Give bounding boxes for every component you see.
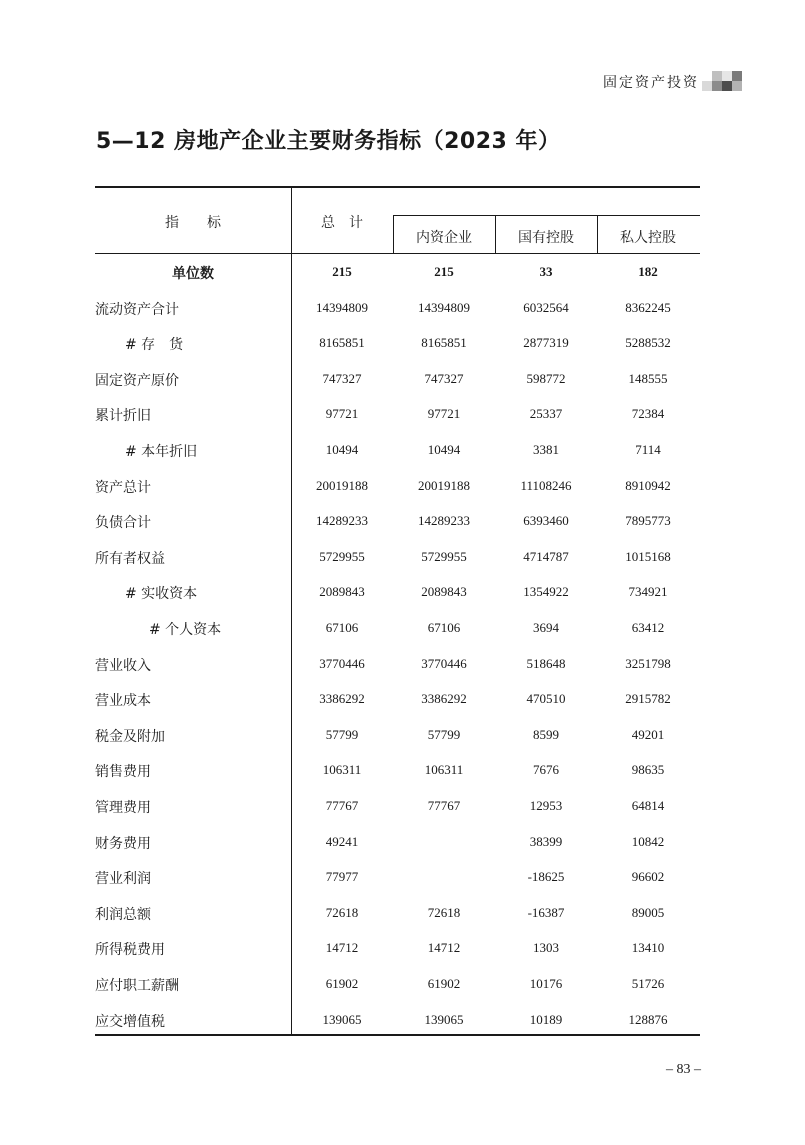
cell-value: 8362245	[625, 299, 671, 315]
table-row	[95, 904, 700, 924]
cell-value: 5288532	[625, 335, 671, 351]
cell-value: 14394809	[316, 299, 368, 315]
cell-value: 6032564	[523, 299, 569, 315]
table-row	[95, 797, 700, 817]
table-row	[95, 334, 700, 354]
cell-value: 3770446	[421, 655, 467, 671]
table-row	[95, 761, 700, 781]
cell-value: 470510	[526, 691, 566, 707]
header-state-owned: 国有控股	[518, 230, 574, 246]
cell-value: 5729955	[319, 548, 365, 564]
cell-value: 128876	[628, 1011, 668, 1027]
cell-value: 2877319	[523, 335, 569, 351]
cell-value: 12953	[529, 798, 563, 813]
table-row	[95, 1011, 700, 1031]
cell-value: 8599	[533, 726, 559, 742]
table-row	[95, 370, 700, 390]
cell-value: 67106	[427, 620, 461, 635]
cell-value: 106311	[322, 762, 362, 778]
cell-value: 72384	[631, 406, 665, 422]
cell-value: 3386292	[421, 691, 467, 707]
cell-value: 3251798	[625, 655, 671, 671]
cell-value: 148555	[628, 370, 668, 386]
cell-value: 4714787	[523, 548, 569, 564]
cell-value: 89005	[631, 904, 665, 920]
cell-value: 518648	[526, 655, 566, 671]
cell-value: 51726	[631, 976, 665, 991]
row-label: 利润总额	[95, 906, 151, 923]
table-row	[95, 477, 700, 497]
cell-value: 33	[539, 264, 553, 279]
cell-value: 3386292	[319, 691, 365, 707]
cell-value: 734921	[628, 584, 668, 600]
cell-value: 57799	[325, 726, 359, 742]
table-row	[95, 619, 700, 639]
cell-value: 97721	[325, 406, 359, 422]
cell-value: 598772	[526, 370, 566, 386]
cell-value: 1354922	[523, 584, 569, 600]
cell-value: 747327	[424, 370, 464, 386]
table-row	[95, 299, 700, 319]
cell-value: 14712	[427, 940, 461, 956]
cell-value: 14394809	[418, 299, 470, 315]
table-bottom-rule	[95, 1034, 700, 1036]
cell-value: -18625	[527, 869, 565, 885]
table-row	[95, 833, 700, 853]
cell-value: 8910942	[625, 477, 671, 493]
cell-value: 77767	[427, 798, 461, 813]
row-label: # 实收资本	[125, 586, 198, 603]
cell-value: 215	[434, 264, 454, 279]
cell-value: 8165851	[421, 335, 467, 351]
cell-value: 6393460	[523, 513, 569, 529]
header-bottom-rule	[95, 253, 700, 254]
table-top-rule	[95, 186, 700, 188]
cell-value: 8165851	[319, 335, 365, 351]
cell-value: 77977	[325, 869, 359, 885]
cell-value: 10494	[325, 442, 359, 457]
cell-value: 13410	[631, 940, 665, 956]
header-total: 总 计	[321, 215, 363, 231]
cell-value: 139065	[322, 1011, 362, 1027]
cell-value: 63412	[631, 620, 665, 635]
cell-value: 3381	[533, 442, 559, 457]
row-label: 营业成本	[95, 693, 151, 710]
row-label: 财务费用	[95, 835, 151, 852]
cell-value: 10189	[529, 1011, 563, 1027]
table-row	[95, 939, 700, 959]
cell-value: 25337	[529, 406, 563, 422]
cell-value: 72618	[427, 904, 461, 920]
row-label: 应交增值税	[95, 1013, 165, 1030]
cell-value: 1015168	[625, 548, 671, 564]
table-row	[95, 548, 700, 568]
cell-value: 64814	[631, 798, 665, 813]
cell-value: 14289233	[418, 513, 470, 529]
cell-value: 2089843	[319, 584, 365, 600]
cell-value: 49201	[631, 726, 665, 742]
cell-value: 14712	[325, 940, 359, 956]
row-label: 营业利润	[95, 871, 151, 888]
cell-value: 2089843	[421, 584, 467, 600]
table-row	[95, 512, 700, 532]
cell-value: 10494	[427, 442, 461, 457]
row-label: 所有者权益	[95, 550, 165, 567]
page-number: – 83 –	[666, 1062, 701, 1077]
cell-value: 11108246	[520, 477, 572, 493]
table-row	[95, 655, 700, 675]
cell-value: 98635	[631, 762, 665, 778]
cell-value: 106311	[424, 762, 464, 778]
cell-value: 67106	[325, 620, 359, 635]
row-label: 应付职工薪酬	[95, 978, 179, 994]
page-title: 5—12 房地产企业主要财务指标（2023 年）	[96, 129, 561, 154]
cell-value: 139065	[424, 1011, 464, 1027]
cell-value: 7676	[533, 762, 559, 778]
table-row	[95, 868, 700, 888]
decorative-squares	[702, 70, 742, 92]
cell-value: 20019188	[418, 477, 470, 493]
table-row	[95, 690, 700, 710]
header-domestic: 内资企业	[416, 230, 472, 246]
row-label: 固定资产原价	[95, 372, 179, 389]
cell-value: 77767	[325, 798, 359, 813]
cell-value: 10176	[529, 976, 563, 991]
cell-value: 1303	[533, 940, 559, 956]
row-label: 管理费用	[95, 800, 151, 816]
table-row	[95, 975, 700, 995]
cell-value: 3694	[533, 620, 559, 635]
row-label: # 本年折旧	[125, 444, 198, 460]
cell-value: 7895773	[625, 513, 671, 529]
cell-value: 182	[638, 264, 658, 279]
cell-value: 3770446	[319, 655, 365, 671]
cell-value: 49241	[325, 833, 359, 849]
cell-value: 61902	[325, 976, 359, 991]
row-label: 单位数	[172, 266, 214, 282]
row-label: 营业收入	[95, 657, 151, 674]
table-row	[95, 583, 700, 603]
table-row	[95, 405, 700, 425]
row-label: 所得税费用	[95, 942, 165, 959]
row-label: 流动资产合计	[95, 301, 179, 318]
cell-value: 72618	[325, 904, 359, 920]
header-indicator: 指 标	[165, 215, 221, 231]
subheader-rule	[393, 215, 700, 216]
table-row	[95, 726, 700, 746]
row-label: # 存 货	[125, 337, 184, 354]
running-head: 固定资产投资	[603, 75, 699, 91]
cell-value: 61902	[427, 976, 461, 991]
row-label: 销售费用	[95, 764, 151, 781]
row-label: 税金及附加	[95, 728, 165, 745]
table-row	[95, 441, 700, 461]
cell-value: 20019188	[316, 477, 368, 493]
cell-value: 10842	[631, 833, 665, 849]
cell-value: 2915782	[625, 691, 671, 707]
cell-value: 215	[332, 264, 352, 279]
row-label: # 个人资本	[149, 622, 222, 638]
row-label: 负债合计	[95, 515, 151, 532]
row-label: 资产总计	[95, 479, 151, 496]
header-private: 私人控股	[620, 230, 676, 246]
table-row	[95, 263, 700, 283]
cell-value: 38399	[529, 833, 563, 849]
cell-value: 14289233	[316, 513, 368, 529]
cell-value: 96602	[631, 869, 665, 885]
cell-value: 57799	[427, 726, 461, 742]
cell-value: -16387	[527, 904, 565, 920]
row-label: 累计折旧	[95, 408, 151, 425]
cell-value: 747327	[322, 370, 362, 386]
cell-value: 5729955	[421, 548, 467, 564]
cell-value: 7114	[635, 442, 661, 457]
cell-value: 97721	[427, 406, 461, 422]
